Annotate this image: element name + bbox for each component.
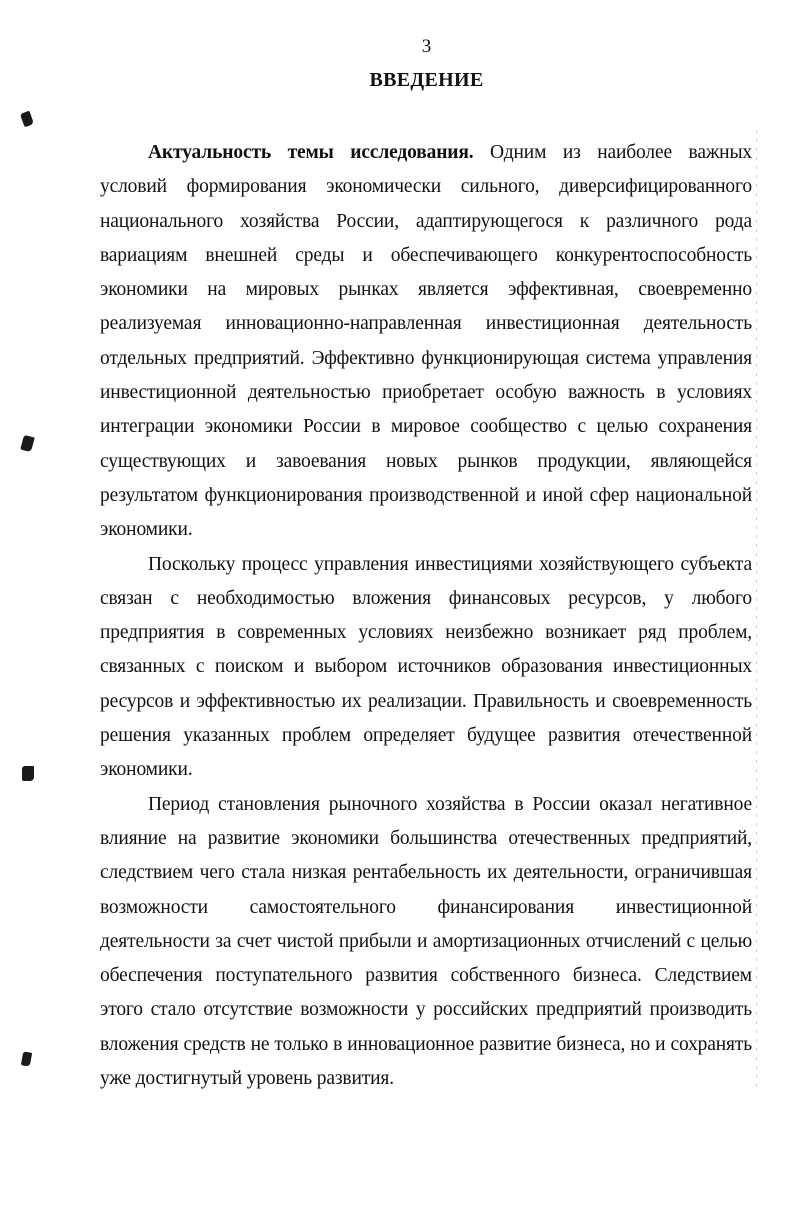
page-number: 3 <box>421 36 432 57</box>
paragraph-text: Одним из наиболее важных условий формирования экономически сильного, диверсифицированного национального хозяйства России, адаптирующегося к различного рода вариациям внешней среды и обеспечивающего конкурентоспособность экономики на мировых рынках является эффективная, своевременно реализуемая инновационно-направленная инвестиционная деятельность отдельных предприятий. Эффективно функционирующая система управления инвестиционной деятельностью приобретает особую важность в условиях интеграции экономики России в мировое сообщество с целью сохранения существующих и завоевания новых рынков продукции, являющейся результатом функционирования производственной и иной сфер национальной экономики. <box>100 142 752 541</box>
scan-edge-artifact <box>756 130 757 1090</box>
paragraph-relevance <box>100 136 752 548</box>
section-heading: ВВЕДЕНИЕ <box>369 69 484 91</box>
paragraph-text: Период становления рыночного хозяйства в России оказал негативное влияние на развитие экономики большинства отечественных предприятий, следствием чего стала низкая рентабельность их деятельности, ограничившая возможности самостоятельного финансирования инвестиционной деятельности за счет чистой прибыли и амортизационных отчислений с целью обеспечения поступательного развития собственного бизнеса. Следствием этого стало отсутствие возможности у российских предприятий производить вложения средств не только в инновационное развитие бизнеса, но и сохранять уже достигнутый уровень развития. <box>100 793 752 1090</box>
paragraph-investment-management <box>100 548 752 788</box>
paragraph-lead-title: Актуальность темы исследования. <box>148 142 474 163</box>
binder-hole-mark <box>21 1051 32 1066</box>
body-text <box>100 136 752 1096</box>
paragraph-market-transition <box>100 788 752 1097</box>
binder-hole-mark <box>22 766 34 781</box>
binder-hole-mark <box>20 111 34 128</box>
binder-hole-mark <box>20 435 35 452</box>
paragraph-text: Поскольку процесс управления инвестициями хозяйствующего субъекта связан с необходимостью вложения финансовых ресурсов, у любого предприятия в современных условиях неизбежно возникает ряд проблем, связанных с поиском и выбором источников образования инвестиционных ресурсов и эффективностью их реализации. Правильность и своевременность решения указанных проблем определяет будущее развития отечественной экономики. <box>100 553 752 781</box>
